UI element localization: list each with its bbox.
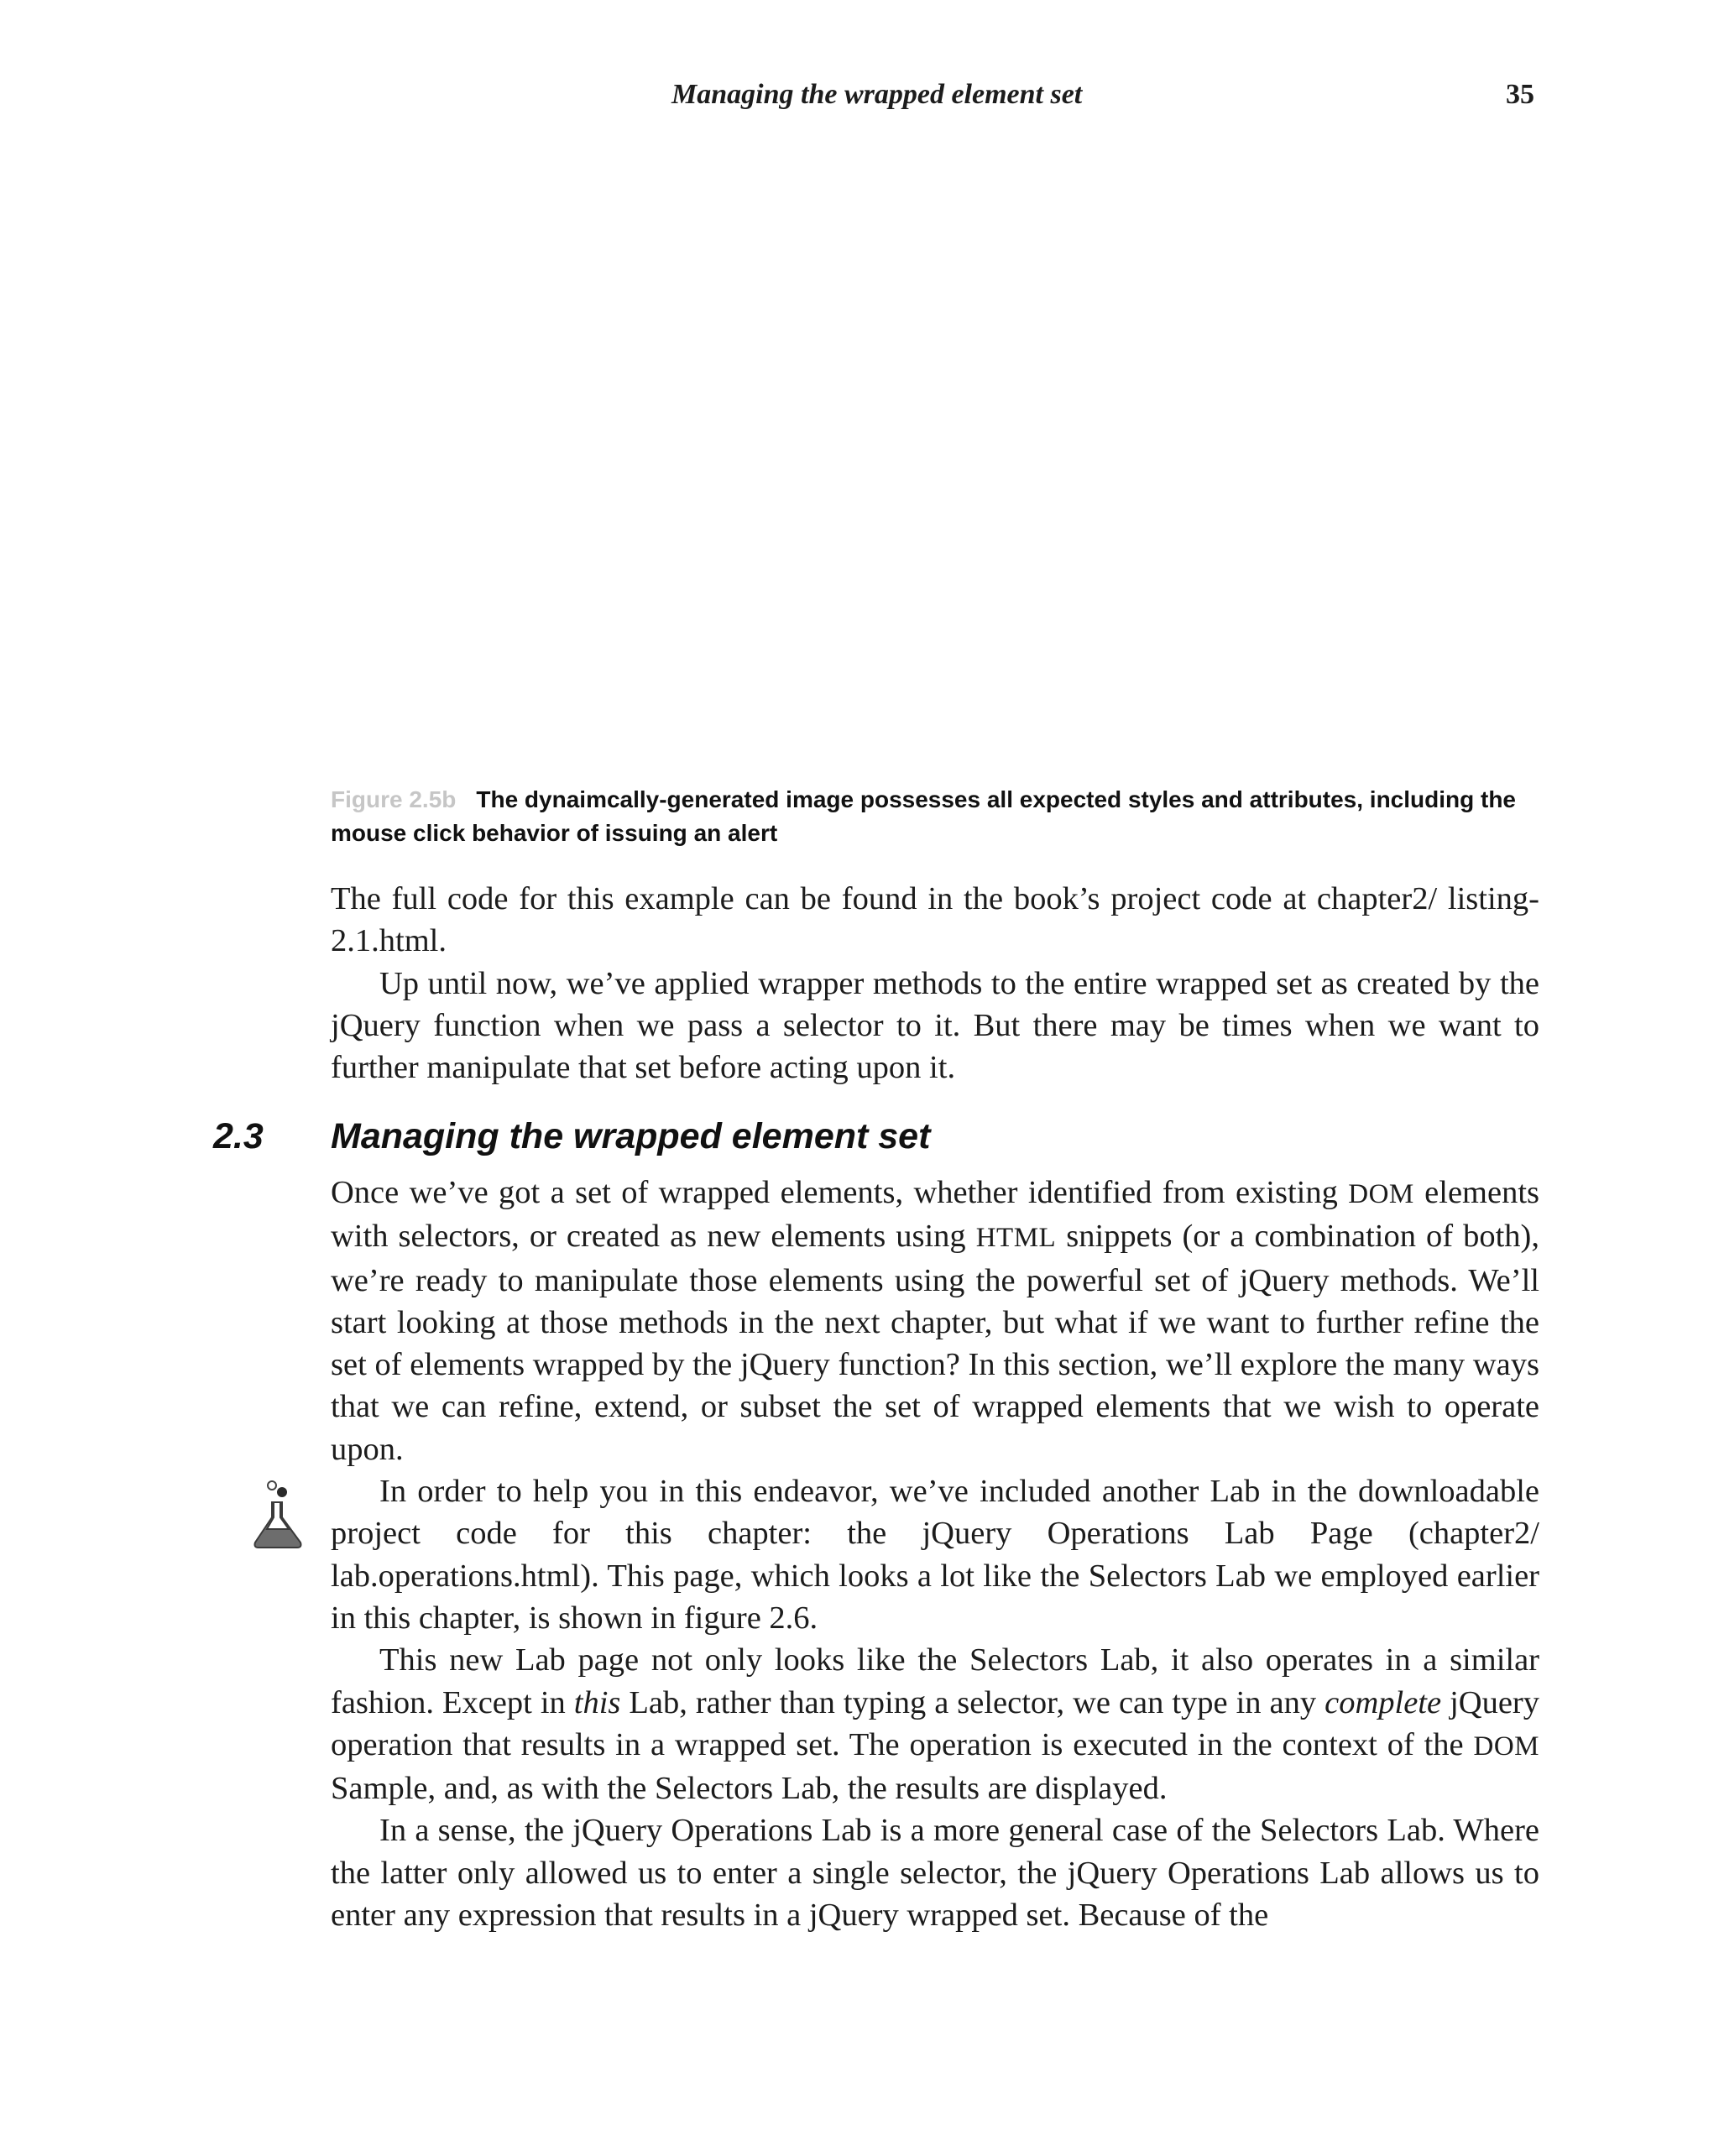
lab-flask-icon (248, 1479, 309, 1553)
body-paragraph-1: Once we’ve got a set of wrapped elements, whether identified from existing DOM elements with selectors, or created as new elements using HTML snippets (or a combination of both), we’re ready to manipulate those elements using the powerful set of jQuery methods. We’ll start looking at those methods in the next chapter, but what if we want to further refine the set of elements wrapped by the jQuery function? In this section, we’ll explore the many ways that we can refine, extend, or subset the set of wrapped elements that we wish to operate upon. (331, 1175, 1539, 1467)
body-paragraph-4: In a sense, the jQuery Operations Lab is a more general case of the Selectors Lab. Where the latter only allowed us to enter a single selector, the jQuery Operations Lab allows us to enter any expression that results in a jQuery wrapped set. Because of the (331, 1813, 1539, 1934)
body-paragraph-3: This new Lab page not only looks like the Selectors Lab, it also operates in a similar fashion. Except in this Lab, rather than typing a selector, we can type in any complete jQuery operation that results in a wrapped set. The operation is executed in the context of the DOM Sample, and, as with the Selectors Lab, the results are displayed. (331, 1642, 1539, 1807)
figure-label: Figure 2.5b (331, 786, 457, 812)
intro-text (331, 878, 1539, 1088)
running-head (0, 79, 1719, 121)
running-title: Managing the wrapped element set (671, 79, 1083, 110)
page-number: 35 (1506, 79, 1534, 110)
figure-image-area (329, 134, 1538, 772)
section-number: 2.3 (213, 1116, 264, 1156)
intro-paragraph-2: Up until now, we’ve applied wrapper methods to the entire wrapped set as created by the jQuery function when we pass a selector to it. But there may be times when we want to further manipulate that set before acting upon it. (331, 965, 1539, 1086)
body-paragraph-2: In order to help you in this endeavor, we’ve included another Lab in the downloadable project code for this chapter: the jQuery Operations Lab Page (chapter2/ lab.operations.html). This page, which looks a lot like the Selectors Lab we employed earlier in this chapter, is shown in figure 2.6. (331, 1474, 1539, 1636)
figure-caption (331, 783, 1539, 850)
section-heading (0, 1116, 1719, 1167)
intro-paragraph-1: The full code for this example can be found in the book’s project code at chapter2/ listing-2.1.html. (331, 881, 1539, 959)
section-body (331, 1172, 1539, 1936)
figure-caption-text: The dynaimcally-generated image possesses all expected styles and attributes, including the mouse click behavior of issuing an alert (331, 786, 1517, 846)
section-title: Managing the wrapped element set (331, 1116, 931, 1156)
